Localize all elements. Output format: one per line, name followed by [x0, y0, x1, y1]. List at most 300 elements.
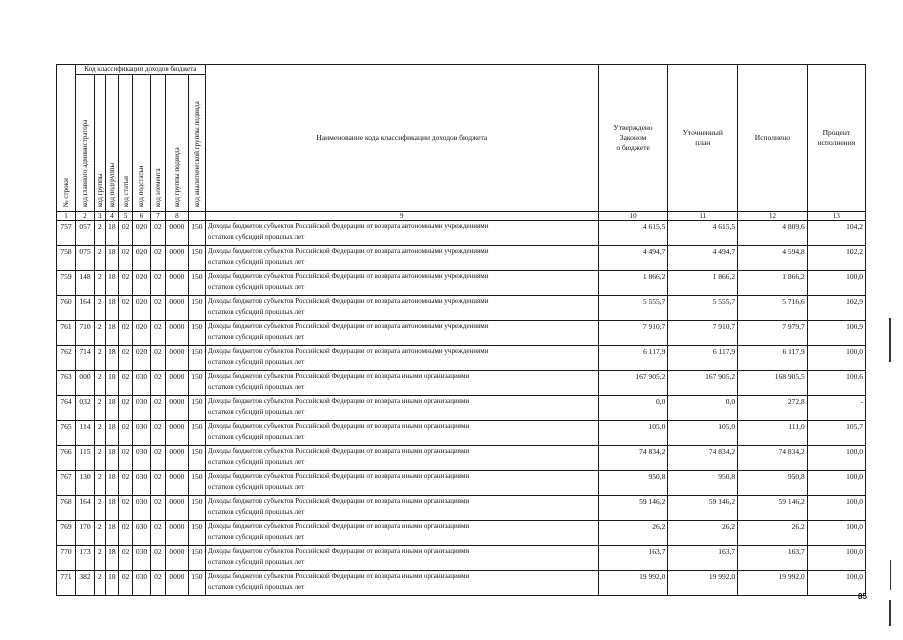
approved-value-cell: 7 910,7 — [598, 321, 668, 346]
revenue-name-line-1: Доходы бюджетов субъектов Российской Федерации от возврата иными организациями — [207, 497, 470, 505]
approved-value-cell: 1 866,2 — [598, 271, 668, 296]
scan-edge-mark — [889, 600, 891, 626]
admin-code-cell: 164 — [76, 296, 95, 321]
approved-value-cell: 4 494,7 — [598, 246, 668, 271]
subgroup-code-cell: 18 — [105, 471, 119, 496]
revenue-name-cell — [205, 546, 598, 571]
group-code-cell: 2 — [95, 521, 106, 546]
article-code-cell: 02 — [119, 346, 133, 371]
refined-value-cell: 950,8 — [668, 471, 738, 496]
column-number-empty — [188, 212, 205, 221]
table-row — [57, 296, 866, 321]
article-code-cell: 02 — [119, 521, 133, 546]
table-row — [57, 371, 866, 396]
article-code-cell: 02 — [119, 271, 133, 296]
code-header-article — [119, 75, 133, 212]
revenue-name-line-1: Доходы бюджетов субъектов Российской Федерации от возврата иными организациями — [207, 547, 470, 555]
article-code-cell: 02 — [119, 321, 133, 346]
revenue-name-cell — [205, 346, 598, 371]
revenue-name-line-1: Доходы бюджетов субъектов Российской Федерации от возврата автономными учреждениями — [207, 297, 489, 305]
group-code-cell: 2 — [95, 221, 106, 246]
subtype-group-code-cell: 0000 — [165, 321, 188, 346]
code-header-subtype-group-text: код группы подвида — [172, 147, 181, 207]
percent-value-cell: 102,2 — [807, 246, 865, 271]
admin-code-cell: 032 — [76, 396, 95, 421]
subarticle-code-cell: 020 — [132, 296, 150, 321]
group-code-cell: 2 — [95, 546, 106, 571]
admin-code-cell: 130 — [76, 471, 95, 496]
subgroup-code-cell: 18 — [105, 421, 119, 446]
percent-value-cell: 100,0 — [807, 521, 865, 546]
article-code-cell: 02 — [119, 246, 133, 271]
row-number-cell: 766 — [57, 446, 76, 471]
revenue-name-cell — [205, 446, 598, 471]
percent-value-cell: 104,2 — [807, 221, 865, 246]
admin-code-cell: 115 — [76, 446, 95, 471]
revenue-name-line-1: Доходы бюджетов субъектов Российской Федерации от возврата иными организациями — [207, 572, 470, 580]
refined-value-cell: 4 494,7 — [668, 246, 738, 271]
revenue-name-cell — [205, 471, 598, 496]
percent-header-line-2: исполнения — [817, 138, 856, 147]
analytic-code-cell: 150 — [188, 496, 205, 521]
admin-code-cell: 075 — [76, 246, 95, 271]
executed-value-cell: 59 146,2 — [738, 496, 808, 521]
group-code-cell: 2 — [95, 371, 106, 396]
refined-value-cell: 163,7 — [668, 546, 738, 571]
subarticle-code-cell: 030 — [132, 371, 150, 396]
admin-code-cell: 382 — [76, 571, 95, 596]
revenue-name-line-2: остатков субсидий прошлых лет — [207, 258, 305, 266]
subtype-group-code-cell: 0000 — [165, 246, 188, 271]
analytic-code-cell: 150 — [188, 396, 205, 421]
percent-value-cell: 100,0 — [807, 546, 865, 571]
revenue-name-line-1: Доходы бюджетов субъектов Российской Федерации от возврата автономными учреждениями — [207, 222, 489, 230]
subgroup-code-cell: 18 — [105, 396, 119, 421]
element-code-cell: 02 — [150, 571, 165, 596]
approved-header-line-3: о бюджете — [616, 143, 650, 152]
revenue-name-line-1: Доходы бюджетов субъектов Российской Федерации от возврата автономными учреждениями — [207, 347, 489, 355]
group-code-cell: 2 — [95, 446, 106, 471]
analytic-code-cell: 150 — [188, 296, 205, 321]
scan-edge-mark — [890, 560, 891, 590]
row-number-cell: 758 — [57, 246, 76, 271]
revenue-name-cell — [205, 246, 598, 271]
code-header-element — [150, 75, 165, 212]
revenue-name-line-2: остатков субсидий прошлых лет — [207, 508, 305, 516]
code-header-article-text: код статьи — [121, 176, 130, 207]
row-number-cell: 761 — [57, 321, 76, 346]
column-number: 5 — [119, 212, 133, 221]
article-code-cell: 02 — [119, 471, 133, 496]
row-number-header — [57, 65, 76, 212]
table-row — [57, 496, 866, 521]
row-number-cell: 762 — [57, 346, 76, 371]
approved-value-cell: 59 146,2 — [598, 496, 668, 521]
subtype-group-code-cell: 0000 — [165, 396, 188, 421]
refined-value-cell: 7 910,7 — [668, 321, 738, 346]
admin-code-cell: 164 — [76, 496, 95, 521]
executed-value-cell: 4 809,6 — [738, 221, 808, 246]
table-row — [57, 321, 866, 346]
analytic-code-cell: 150 — [188, 346, 205, 371]
refined-value-cell: 5 555,7 — [668, 296, 738, 321]
row-number-cell: 760 — [57, 296, 76, 321]
executed-value-cell: 950,8 — [738, 471, 808, 496]
refined-value-cell: 105,0 — [668, 421, 738, 446]
revenue-name-line-2: остатков субсидий прошлых лет — [207, 558, 305, 566]
article-code-cell: 02 — [119, 446, 133, 471]
revenue-name-cell — [205, 421, 598, 446]
executed-value-cell: 26,2 — [738, 521, 808, 546]
code-header-analytic-group — [188, 75, 205, 212]
approved-header — [598, 65, 668, 212]
subtype-group-code-cell: 0000 — [165, 571, 188, 596]
page-number: 85 — [858, 592, 867, 601]
element-code-cell: 02 — [150, 396, 165, 421]
revenue-name-line-1: Доходы бюджетов субъектов Российской Федерации от возврата автономными учреждениями — [207, 247, 489, 255]
subarticle-code-cell: 030 — [132, 421, 150, 446]
approved-value-cell: 4 615,5 — [598, 221, 668, 246]
code-header-group-text: код группы — [95, 173, 104, 207]
approved-header-line-2: Законом — [619, 133, 647, 142]
revenue-name-line-1: Доходы бюджетов субъектов Российской Федерации от возврата автономными учреждениями — [207, 322, 489, 330]
revenue-name-line-1: Доходы бюджетов субъектов Российской Федерации от возврата иными организациями — [207, 422, 470, 430]
executed-value-cell: 7 979,7 — [738, 321, 808, 346]
admin-code-cell: 057 — [76, 221, 95, 246]
analytic-code-cell: 150 — [188, 471, 205, 496]
analytic-code-cell: 150 — [188, 321, 205, 346]
group-code-cell: 2 — [95, 471, 106, 496]
revenue-name-line-2: остатков субсидий прошлых лет — [207, 383, 305, 391]
subarticle-code-cell: 020 — [132, 246, 150, 271]
table-row — [57, 471, 866, 496]
group-code-cell: 2 — [95, 396, 106, 421]
element-code-cell: 02 — [150, 296, 165, 321]
subarticle-code-cell: 020 — [132, 346, 150, 371]
table-row — [57, 221, 866, 246]
subgroup-code-cell: 18 — [105, 271, 119, 296]
table-row — [57, 421, 866, 446]
row-number-cell: 763 — [57, 371, 76, 396]
group-code-cell: 2 — [95, 246, 106, 271]
scan-edge-mark — [889, 318, 891, 362]
element-code-cell: 02 — [150, 321, 165, 346]
column-number: 7 — [150, 212, 165, 221]
admin-code-cell: 148 — [76, 271, 95, 296]
row-number-cell: 764 — [57, 396, 76, 421]
column-number: 10 — [598, 212, 668, 221]
revenue-name-line-2: остатков субсидий прошлых лет — [207, 233, 305, 241]
table-row — [57, 271, 866, 296]
article-code-cell: 02 — [119, 221, 133, 246]
revenue-name-cell — [205, 396, 598, 421]
refined-header-line-1: Уточненный — [682, 128, 723, 137]
column-number: 3 — [95, 212, 106, 221]
code-header-subgroup — [105, 75, 119, 212]
admin-code-cell: 173 — [76, 546, 95, 571]
column-number: 13 — [807, 212, 865, 221]
subtype-group-code-cell: 0000 — [165, 471, 188, 496]
subgroup-code-cell: 18 — [105, 571, 119, 596]
approved-value-cell: 19 992,0 — [598, 571, 668, 596]
row-number-cell: 765 — [57, 421, 76, 446]
table-row — [57, 246, 866, 271]
revenue-name-line-2: остатков субсидий прошлых лет — [207, 358, 305, 366]
table-row — [57, 571, 866, 596]
group-code-cell: 2 — [95, 421, 106, 446]
revenue-name-cell — [205, 521, 598, 546]
refined-value-cell: 6 117,9 — [668, 346, 738, 371]
subgroup-code-cell: 18 — [105, 521, 119, 546]
subgroup-code-cell: 18 — [105, 321, 119, 346]
subtype-group-code-cell: 0000 — [165, 346, 188, 371]
article-code-cell: 02 — [119, 296, 133, 321]
subarticle-code-cell: 030 — [132, 571, 150, 596]
revenue-name-line-2: остатков субсидий прошлых лет — [207, 283, 305, 291]
analytic-code-cell: 150 — [188, 246, 205, 271]
approved-value-cell: 167 905,2 — [598, 371, 668, 396]
element-code-cell: 02 — [150, 271, 165, 296]
row-number-cell: 757 — [57, 221, 76, 246]
percent-value-cell: 100,0 — [807, 271, 865, 296]
revenue-name-cell — [205, 571, 598, 596]
column-number: 1 — [57, 212, 76, 221]
percent-value-cell: 100,0 — [807, 496, 865, 521]
analytic-code-cell: 150 — [188, 371, 205, 396]
subarticle-code-cell: 030 — [132, 446, 150, 471]
subgroup-code-cell: 18 — [105, 346, 119, 371]
row-number-cell: 769 — [57, 521, 76, 546]
executed-value-cell: 6 117,9 — [738, 346, 808, 371]
subtype-group-code-cell: 0000 — [165, 221, 188, 246]
revenue-name-cell — [205, 271, 598, 296]
name-header: Наименование кода классификации доходов бюджета — [205, 65, 598, 212]
revenue-name-line-1: Доходы бюджетов субъектов Российской Федерации от возврата автономными учреждениями — [207, 272, 489, 280]
refined-value-cell: 167 905,2 — [668, 371, 738, 396]
admin-code-cell: 170 — [76, 521, 95, 546]
percent-value-cell: - — [807, 396, 865, 421]
executed-value-cell: 111,0 — [738, 421, 808, 446]
percent-value-cell: 100,0 — [807, 471, 865, 496]
subarticle-code-cell: 030 — [132, 396, 150, 421]
subtype-group-code-cell: 0000 — [165, 296, 188, 321]
row-number-cell: 768 — [57, 496, 76, 521]
column-number: 2 — [76, 212, 95, 221]
percent-value-cell: 105,7 — [807, 421, 865, 446]
revenue-name-cell — [205, 371, 598, 396]
element-code-cell: 02 — [150, 221, 165, 246]
subgroup-code-cell: 18 — [105, 221, 119, 246]
column-number: 6 — [132, 212, 150, 221]
revenue-name-line-2: остатков субсидий прошлых лет — [207, 483, 305, 491]
executed-value-cell: 74 834,2 — [738, 446, 808, 471]
code-header-subgroup-text: код подгруппы — [107, 162, 116, 207]
subtype-group-code-cell: 0000 — [165, 446, 188, 471]
revenue-name-cell — [205, 221, 598, 246]
subarticle-code-cell: 030 — [132, 471, 150, 496]
element-code-cell: 02 — [150, 521, 165, 546]
analytic-code-cell: 150 — [188, 571, 205, 596]
subtype-group-code-cell: 0000 — [165, 546, 188, 571]
group-code-cell: 2 — [95, 496, 106, 521]
percent-header-line-1: Процент — [822, 128, 851, 137]
refined-value-cell: 4 615,5 — [668, 221, 738, 246]
element-code-cell: 02 — [150, 546, 165, 571]
article-code-cell: 02 — [119, 571, 133, 596]
refined-value-cell: 19 992,0 — [668, 571, 738, 596]
subarticle-code-cell: 020 — [132, 221, 150, 246]
approved-value-cell: 74 834,2 — [598, 446, 668, 471]
column-number: 9 — [205, 212, 598, 221]
percent-value-cell: 100,0 — [807, 571, 865, 596]
article-code-cell: 02 — [119, 496, 133, 521]
subgroup-code-cell: 18 — [105, 446, 119, 471]
row-number-header-text: № строки — [62, 178, 70, 207]
executed-value-cell: 163,7 — [738, 546, 808, 571]
subarticle-code-cell: 030 — [132, 496, 150, 521]
column-number-row — [57, 212, 866, 221]
table-row — [57, 396, 866, 421]
executed-value-cell: 1 866,2 — [738, 271, 808, 296]
revenue-name-line-2: остатков субсидий прошлых лет — [207, 458, 305, 466]
subgroup-code-cell: 18 — [105, 371, 119, 396]
approved-value-cell: 6 117,9 — [598, 346, 668, 371]
analytic-code-cell: 150 — [188, 421, 205, 446]
executed-header: Исполнено — [738, 65, 808, 212]
revenue-table — [56, 64, 866, 596]
revenue-name-line-2: остатков субсидий прошлых лет — [207, 433, 305, 441]
element-code-cell: 02 — [150, 496, 165, 521]
article-code-cell: 02 — [119, 371, 133, 396]
row-number-cell: 770 — [57, 546, 76, 571]
subtype-group-code-cell: 0000 — [165, 421, 188, 446]
revenue-name-line-1: Доходы бюджетов субъектов Российской Федерации от возврата иными организациями — [207, 372, 470, 380]
code-header-subarticle — [132, 75, 150, 212]
row-number-cell: 759 — [57, 271, 76, 296]
table-row — [57, 346, 866, 371]
group-code-cell: 2 — [95, 571, 106, 596]
element-code-cell: 02 — [150, 346, 165, 371]
subarticle-code-cell: 030 — [132, 546, 150, 571]
subgroup-code-cell: 18 — [105, 496, 119, 521]
group-code-cell: 2 — [95, 346, 106, 371]
approved-value-cell: 105,0 — [598, 421, 668, 446]
table-row — [57, 521, 866, 546]
approved-value-cell: 950,8 — [598, 471, 668, 496]
executed-value-cell: 168 905,5 — [738, 371, 808, 396]
executed-value-cell: 19 992,0 — [738, 571, 808, 596]
revenue-name-line-2: остатков субсидий прошлых лет — [207, 308, 305, 316]
executed-value-cell: 5 716,6 — [738, 296, 808, 321]
analytic-code-cell: 150 — [188, 546, 205, 571]
subarticle-code-cell: 020 — [132, 321, 150, 346]
code-header-analytic-group-text: код аналитической группы подвида — [192, 101, 201, 207]
classification-group-header: Код классификации доходов бюджета — [76, 65, 206, 75]
element-code-cell: 02 — [150, 246, 165, 271]
table-row — [57, 446, 866, 471]
admin-code-cell: 000 — [76, 371, 95, 396]
code-header-subarticle-text: код подстатьи — [137, 165, 146, 207]
refined-value-cell: 74 834,2 — [668, 446, 738, 471]
revenue-name-cell — [205, 321, 598, 346]
refined-value-cell: 59 146,2 — [668, 496, 738, 521]
code-header-group — [95, 75, 106, 212]
article-code-cell: 02 — [119, 546, 133, 571]
revenue-name-line-2: остатков субсидий прошлых лет — [207, 533, 305, 541]
approved-value-cell: 26,2 — [598, 521, 668, 546]
table-row — [57, 546, 866, 571]
revenue-name-line-1: Доходы бюджетов субъектов Российской Федерации от возврата иными организациями — [207, 447, 470, 455]
revenue-name-line-1: Доходы бюджетов субъектов Российской Федерации от возврата иными организациями — [207, 522, 470, 530]
analytic-code-cell: 150 — [188, 446, 205, 471]
analytic-code-cell: 150 — [188, 521, 205, 546]
revenue-name-cell — [205, 496, 598, 521]
table-body — [57, 221, 866, 596]
subgroup-code-cell: 18 — [105, 296, 119, 321]
subtype-group-code-cell: 0000 — [165, 371, 188, 396]
element-code-cell: 02 — [150, 471, 165, 496]
subtype-group-code-cell: 0000 — [165, 271, 188, 296]
admin-code-cell: 710 — [76, 321, 95, 346]
article-code-cell: 02 — [119, 421, 133, 446]
revenue-name-line-1: Доходы бюджетов субъектов Российской Федерации от возврата иными организациями — [207, 397, 470, 405]
column-number: 8 — [165, 212, 188, 221]
percent-value-cell: 100,0 — [807, 346, 865, 371]
element-code-cell: 02 — [150, 421, 165, 446]
column-number: 12 — [738, 212, 808, 221]
analytic-code-cell: 150 — [188, 221, 205, 246]
article-code-cell: 02 — [119, 396, 133, 421]
approved-value-cell: 163,7 — [598, 546, 668, 571]
code-header-subtype-group — [165, 75, 188, 212]
row-number-cell: 767 — [57, 471, 76, 496]
code-header-admin-text: код главного администратора — [81, 119, 89, 207]
approved-header-line-1: Утверждено — [613, 123, 653, 132]
approved-value-cell: 5 555,7 — [598, 296, 668, 321]
group-code-cell: 2 — [95, 296, 106, 321]
refined-value-cell: 1 866,2 — [668, 271, 738, 296]
column-number: 11 — [668, 212, 738, 221]
subtype-group-code-cell: 0000 — [165, 521, 188, 546]
refined-value-cell: 26,2 — [668, 521, 738, 546]
element-code-cell: 02 — [150, 446, 165, 471]
group-code-cell: 2 — [95, 321, 106, 346]
approved-value-cell: 0,0 — [598, 396, 668, 421]
percent-value-cell: 100,6 — [807, 371, 865, 396]
analytic-code-cell: 150 — [188, 271, 205, 296]
admin-code-cell: 714 — [76, 346, 95, 371]
revenue-name-cell — [205, 296, 598, 321]
percent-value-cell: 100,0 — [807, 446, 865, 471]
executed-value-cell: 272,8 — [738, 396, 808, 421]
percent-value-cell: 100,9 — [807, 321, 865, 346]
code-header-admin — [76, 75, 95, 212]
refined-header — [668, 65, 738, 212]
refined-value-cell: 0,0 — [668, 396, 738, 421]
subarticle-code-cell: 030 — [132, 521, 150, 546]
subtype-group-code-cell: 0000 — [165, 496, 188, 521]
admin-code-cell: 114 — [76, 421, 95, 446]
refined-header-line-2: план — [695, 138, 711, 147]
percent-header — [807, 65, 865, 212]
revenue-name-line-2: остатков субсидий прошлых лет — [207, 333, 305, 341]
group-code-cell: 2 — [95, 271, 106, 296]
column-number: 4 — [105, 212, 119, 221]
subgroup-code-cell: 18 — [105, 546, 119, 571]
subgroup-code-cell: 18 — [105, 246, 119, 271]
executed-value-cell: 4 594,8 — [738, 246, 808, 271]
percent-value-cell: 102,9 — [807, 296, 865, 321]
